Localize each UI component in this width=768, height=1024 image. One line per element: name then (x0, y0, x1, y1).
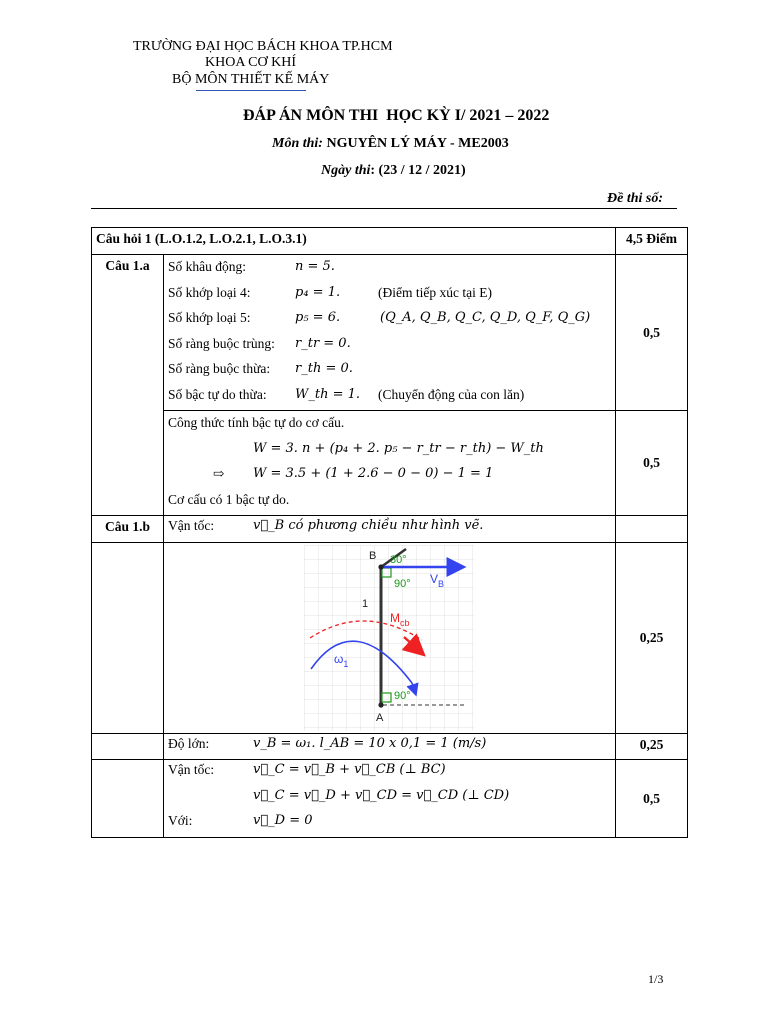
empty-cell (92, 542, 164, 733)
document-title: ĐÁP ÁN MÔN THI HỌC KỲ I/ 2021 – 2022 (243, 107, 550, 124)
line-excess-constraints (168, 357, 615, 383)
line-formula: r_th = 0. (295, 361, 353, 376)
q1a-lines (164, 255, 616, 411)
department-underline (196, 90, 306, 91)
line-excess-dof (168, 383, 615, 409)
empty-cell (616, 516, 688, 543)
question-points: 4,5 Điểm (616, 228, 688, 255)
equation-line-1 (168, 760, 615, 786)
velocity-eq-3: v⃗_D = 0 (253, 813, 313, 828)
vb-letter: V (430, 571, 439, 586)
angle-30: 30° (390, 553, 407, 566)
subject-label: Môn thi: (272, 136, 323, 151)
line-joints-5 (168, 306, 615, 332)
with-label: Với: (168, 813, 193, 828)
department-name: BỘ MÔN THIẾT KẾ MÁY (172, 72, 330, 87)
velocity-label: Vận tốc: (168, 518, 215, 533)
label-b: B (369, 549, 377, 562)
faculty-name: KHOA CƠ KHÍ (205, 55, 296, 70)
line-formula: W_th = 1. (295, 386, 361, 402)
subject-value: NGUYÊN LÝ MÁY - ME2003 (326, 136, 509, 151)
q1b-label: Câu 1.b (92, 516, 164, 543)
date-value: : (23 / 12 / 2021) (370, 163, 466, 178)
date-line (321, 163, 466, 179)
link-label: 1 (362, 597, 369, 610)
omega-subscript: 1 (343, 658, 349, 669)
velocity-eq-1: v⃗_C = v⃗_B + v⃗_CB (⊥ BC) (253, 762, 446, 777)
line-note: (Điểm tiếp xúc tại E) (378, 284, 492, 300)
point-a (378, 702, 383, 707)
q1b-velocity-cell (164, 516, 616, 543)
q1b-magnitude-points: 0,25 (616, 733, 688, 760)
vb-subscript: B (438, 578, 445, 589)
q1a-row (92, 255, 688, 411)
line-label: Số khớp loại 4: (168, 284, 251, 300)
line-formula: p₄ = 1. (295, 284, 341, 300)
line-label: Số ràng buộc trùng: (168, 335, 275, 351)
formula-title: Công thức tính bậc tự do cơ cấu. (168, 415, 345, 430)
line-label: Số khớp loại 5: (168, 310, 251, 325)
question-header: Câu hỏi 1 (L.O.1.2, L.O.2.1, L.O.3.1) (92, 228, 616, 255)
answer-table (91, 227, 688, 838)
line-label: Số ràng buộc thừa: (168, 361, 271, 376)
omega-letter: ω (334, 651, 344, 666)
line-label: Số bậc tự do thừa: (168, 386, 267, 402)
formula-title-line (168, 411, 615, 437)
mcb-letter: M (390, 610, 400, 625)
conclusion-line (168, 488, 615, 514)
line-note: (Chuyển động của con lăn) (378, 386, 525, 402)
conclusion: Cơ cấu có 1 bậc tự do. (168, 491, 290, 507)
line-redundant-constraints (168, 332, 615, 358)
date-label: Ngày thi (321, 163, 371, 178)
exam-number-label: Đề thi số: (607, 191, 663, 206)
line-note: (Q_A, Q_B, Q_C, Q_D, Q_F, Q_G) (380, 310, 591, 325)
q1b-equations-row (92, 760, 688, 838)
question-header-row (92, 228, 688, 255)
formula-1: W = 3. n + (p₄ + 2. p₅ − r_tr − r_th) − W_th (253, 440, 544, 456)
formula-line-1 (168, 437, 615, 463)
formula-line-2 (168, 462, 615, 488)
magnitude-cell (164, 733, 616, 760)
angle-90-a: 90° (394, 689, 411, 702)
line-label: Số khâu động: (168, 259, 247, 274)
empty-cell (92, 733, 164, 760)
header-rule (91, 208, 677, 209)
line-formula: p₅ = 6. (295, 310, 341, 325)
magnitude-formula: v_B = ω₁. l_AB = 10 x 0,1 = 1 (m/s) (253, 735, 487, 751)
page-number: 1/3 (648, 972, 664, 986)
q1b-diagram-points: 0,25 (616, 542, 688, 733)
line-formula: r_tr = 0. (295, 335, 351, 351)
magnitude-label: Độ lớn: (168, 735, 210, 751)
velocity-line (168, 516, 615, 542)
velocity-label-2: Vận tốc: (168, 762, 215, 777)
empty-cell (92, 760, 164, 838)
q1b-diagram-row (92, 542, 688, 733)
point-b (378, 564, 383, 569)
line-formula: n = 5. (295, 259, 335, 274)
q1a-formula-cell (164, 411, 616, 516)
mcb-subscript: cb (400, 617, 410, 628)
velocity-text: v⃗_B có phương chiều như hình vẽ. (253, 518, 484, 533)
q1b-velocity-row (92, 516, 688, 543)
q1a-points-2: 0,5 (616, 411, 688, 516)
label-a: A (376, 711, 384, 724)
q1a-label: Câu 1.a (92, 255, 164, 516)
school-name: TRƯỜNG ĐẠI HỌC BÁCH KHOA TP.HCM (133, 39, 393, 54)
implies-arrow: ⇨ (213, 466, 225, 481)
equation-line-3 (168, 811, 615, 837)
formula-2: W = 3.5 + (1 + 2.6 − 0 − 0) − 1 = 1 (253, 466, 494, 481)
line-links (168, 255, 615, 281)
q1a-formula-row (92, 411, 688, 516)
grid-background (304, 545, 474, 731)
line-joints-4 (168, 281, 615, 307)
angle-90-b: 90° (394, 577, 411, 590)
subject-line (272, 136, 509, 152)
magnitude-line (168, 734, 615, 760)
q1a-points: 0,5 (616, 255, 688, 411)
equation-line-2 (168, 786, 615, 812)
equations-cell (164, 760, 616, 838)
velocity-eq-2: v⃗_C = v⃗_D + v⃗_CD = v⃗_CD (⊥ CD) (253, 787, 510, 803)
q1b-magnitude-row (92, 733, 688, 760)
q1b-equations-points: 0,5 (616, 760, 688, 838)
velocity-diagram (304, 545, 474, 731)
diagram-cell (164, 542, 616, 733)
